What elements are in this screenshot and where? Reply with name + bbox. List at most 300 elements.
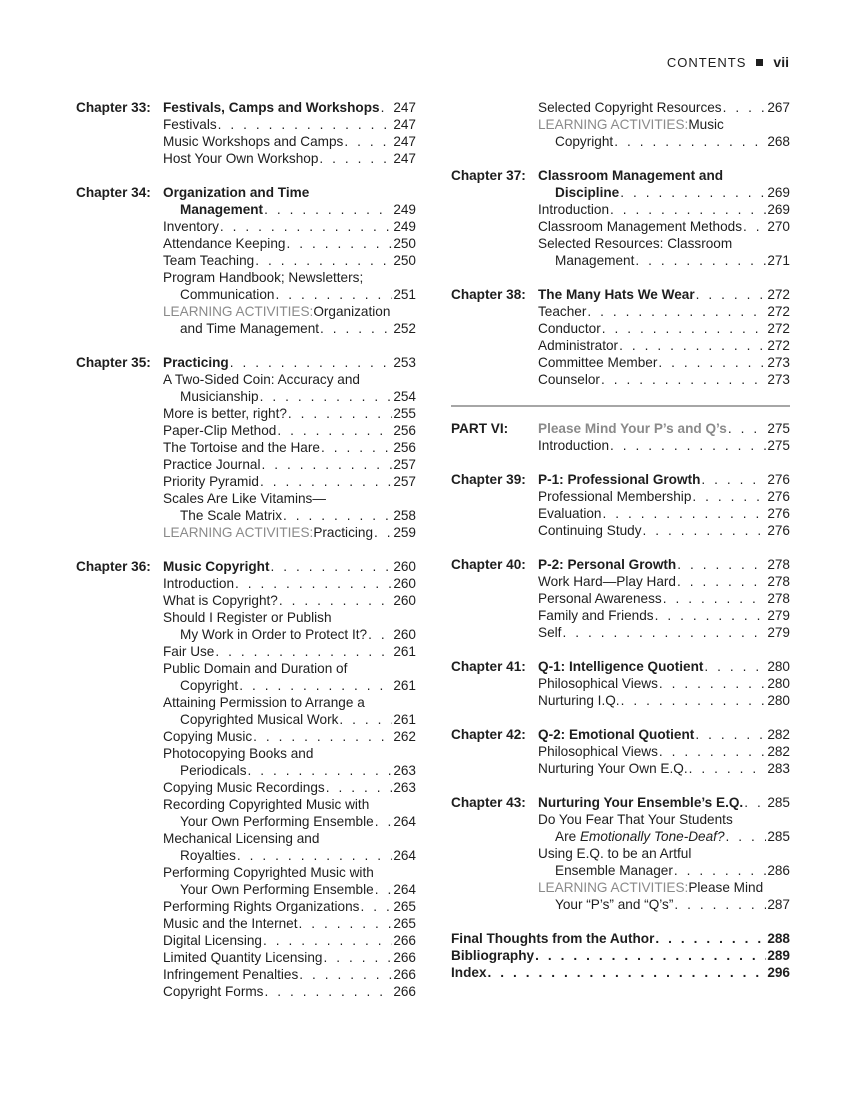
dot-leader [255, 252, 392, 269]
chapter-entries [538, 420, 790, 454]
dot-leader [663, 590, 767, 607]
toc-entry-text: Selected Resources: Classroom [538, 236, 733, 251]
toc-entry[interactable] [163, 609, 416, 643]
toc-entry[interactable] [538, 573, 790, 590]
toc-entry-line [163, 405, 416, 422]
toc-entry-line [163, 456, 416, 473]
toc-entry[interactable] [538, 760, 790, 777]
toc-chapter [76, 558, 416, 1000]
toc-entry[interactable] [538, 726, 790, 743]
toc-entry-text: P-2: Personal Growth [538, 557, 677, 572]
toc-page-number: 279 [767, 625, 790, 640]
toc-entry[interactable] [163, 371, 416, 405]
toc-entry-text: Organization [313, 304, 391, 319]
toc-page-number: 265 [393, 916, 416, 931]
toc-entry-line [163, 779, 416, 796]
toc-entry-line [163, 796, 416, 813]
toc-entry[interactable] [538, 286, 790, 303]
toc-entry-line [538, 624, 790, 641]
toc-entry-text: My Work in Order to Protect It? [180, 627, 368, 642]
dot-leader [655, 930, 766, 947]
toc-entry-text: Organization and Time [163, 185, 310, 200]
chapter-label [451, 99, 538, 150]
toc-entry[interactable] [163, 898, 416, 915]
toc-entry-text: The Tortoise and the Hare [163, 440, 320, 455]
toc-entry[interactable] [163, 575, 416, 592]
toc-entry-line [163, 626, 416, 643]
toc-entry-line [163, 694, 416, 711]
toc-entry[interactable] [538, 116, 790, 150]
toc-entry-text: Infringement Penalties [163, 967, 299, 982]
toc-entry[interactable] [538, 556, 790, 573]
toc-page-number: 257 [393, 474, 416, 489]
toc-entry[interactable] [538, 235, 790, 269]
toc-entry-line [538, 522, 790, 539]
toc-page-number: 273 [767, 355, 790, 370]
toc-entry[interactable] [163, 490, 416, 524]
toc-chapter [76, 99, 416, 167]
toc-entry-text: Please Mind Your P’s and Q’s [538, 421, 727, 436]
toc-entry-line [163, 949, 416, 966]
toc-entry-line [163, 133, 416, 150]
toc-entry-text: What is Copyright? [163, 593, 278, 608]
toc-entry[interactable] [163, 184, 416, 218]
toc-entry-text: Copying Music [163, 729, 253, 744]
toc-entry[interactable] [163, 660, 416, 694]
part-divider [451, 405, 790, 407]
toc-entry-text: Counselor [538, 372, 600, 387]
toc-entry-line [163, 898, 416, 915]
toc-page-number: 263 [393, 780, 416, 795]
toc-page-number: 266 [393, 933, 416, 948]
toc-entry-text: Your Own Performing Ensemble [180, 882, 374, 897]
toc-entry-line [538, 488, 790, 505]
toc-entry[interactable] [163, 558, 416, 575]
toc-page-number: 266 [393, 984, 416, 999]
toc-entry-text: Your “P’s” and “Q’s” [555, 897, 674, 912]
toc-entry-line [163, 847, 416, 864]
toc-page-number: 256 [393, 440, 416, 455]
toc-page-number: 266 [393, 967, 416, 982]
toc-entry[interactable] [538, 794, 790, 811]
toc-entry-line [163, 932, 416, 949]
toc-page-number: 280 [767, 693, 790, 708]
toc-entry[interactable] [163, 354, 416, 371]
toc-page-number: 247 [393, 100, 416, 115]
toc-entry[interactable] [163, 99, 416, 116]
running-head [667, 54, 789, 70]
toc-entry[interactable] [163, 864, 416, 898]
toc-entry[interactable] [163, 269, 416, 303]
toc-page-number: 276 [767, 523, 790, 538]
toc-chapter [451, 794, 790, 913]
toc-entry-line [163, 422, 416, 439]
toc-entry[interactable] [163, 966, 416, 983]
toc-entry-line [163, 150, 416, 167]
toc-entry-line [538, 675, 790, 692]
toc-entry-text: Classroom Management and [538, 168, 724, 183]
toc-entry[interactable] [163, 694, 416, 728]
toc-entry-line [163, 728, 416, 745]
toc-entry-line [163, 524, 416, 541]
toc-entry[interactable] [538, 167, 790, 201]
dot-leader [689, 760, 767, 777]
toc-page-number: 286 [767, 863, 790, 878]
chapter-label: Chapter 36: [76, 559, 151, 574]
learning-activities-label: LEARNING ACTIVITIES: [538, 880, 689, 895]
toc-entry-text: Copyright Forms [163, 984, 264, 999]
toc-entry[interactable] [538, 371, 790, 388]
dot-leader [320, 320, 392, 337]
dot-leader [381, 99, 393, 116]
toc-page-number: 257 [393, 457, 416, 472]
dot-leader [643, 522, 767, 539]
toc-entry-line [163, 592, 416, 609]
toc-page-number: 264 [393, 814, 416, 829]
dot-leader [619, 337, 766, 354]
toc-page-number: 287 [767, 897, 790, 912]
toc-page-number: 278 [767, 557, 790, 572]
toc-page-number: 280 [767, 659, 790, 674]
toc-entry[interactable] [163, 303, 416, 337]
toc-entry-text: Family and Friends [538, 608, 654, 623]
toc-entry[interactable] [163, 983, 416, 1000]
toc-entry-text: Attendance Keeping [163, 236, 286, 251]
toc-chapter [451, 167, 790, 269]
toc-entry[interactable] [163, 915, 416, 932]
toc-entry[interactable] [538, 607, 790, 624]
back-matter [451, 930, 790, 981]
toc-entry[interactable] [538, 675, 790, 692]
dot-leader [602, 505, 766, 522]
back-matter-entry[interactable] [451, 964, 790, 981]
toc-page-number: 275 [767, 421, 790, 436]
toc-entry-text: Practicing [313, 525, 374, 540]
toc-entry[interactable] [538, 420, 790, 437]
toc-entry-text: Q-2: Emotional Quotient [538, 727, 695, 742]
toc-entry[interactable] [538, 845, 790, 879]
toc-entry-line [538, 471, 790, 488]
toc-page-number: 276 [767, 489, 790, 504]
dot-leader [375, 881, 393, 898]
toc-entry-text: Self [538, 625, 562, 640]
toc-page-number: 247 [393, 151, 416, 166]
toc-entry[interactable] [538, 354, 790, 371]
toc-page-number: 273 [767, 372, 790, 387]
toc-entry-line [538, 133, 790, 150]
toc-entry-line [163, 184, 416, 201]
toc-entry-line [538, 437, 790, 454]
toc-entry[interactable] [163, 728, 416, 745]
toc-entry[interactable] [163, 422, 416, 439]
toc-entry[interactable] [163, 218, 416, 235]
chapter-label: Chapter 40: [451, 557, 526, 572]
toc-entry-text: Nurturing Your Ensemble’s E.Q. [538, 795, 744, 810]
dot-leader [321, 439, 392, 456]
toc-entry-text: Philosophical Views [538, 676, 658, 691]
toc-page-number: 260 [393, 627, 416, 642]
dot-leader [260, 473, 392, 490]
toc-entry-text: Limited Quantity Licensing [163, 950, 323, 965]
toc-entry-line [163, 303, 416, 320]
toc-entry-line [163, 116, 416, 133]
toc-entry[interactable] [163, 473, 416, 490]
toc-entry-line [163, 371, 416, 388]
chapter-entries [163, 354, 416, 541]
toc-page-number: 269 [767, 202, 790, 217]
toc-entry[interactable] [538, 437, 790, 454]
toc-entry-line [163, 983, 416, 1000]
toc-chapter [451, 556, 790, 641]
toc-entry[interactable] [163, 932, 416, 949]
toc-page-number: 260 [393, 559, 416, 574]
toc-entry-text: Please Mind [688, 880, 764, 895]
toc-entry[interactable] [163, 524, 416, 541]
toc-entry-line [163, 677, 416, 694]
toc-entry-text: Ensemble Manager [555, 863, 673, 878]
toc-entry[interactable] [163, 796, 416, 830]
toc-entry[interactable] [538, 522, 790, 539]
dot-leader [695, 726, 766, 743]
dot-leader [368, 626, 392, 643]
toc-chapter [451, 99, 790, 150]
toc-entry[interactable] [538, 811, 790, 845]
toc-entry-line [538, 235, 790, 252]
toc-entry[interactable] [538, 590, 790, 607]
toc-entry[interactable] [538, 879, 790, 913]
toc-entry[interactable] [538, 99, 790, 116]
toc-entry[interactable] [163, 252, 416, 269]
toc-page-number: 268 [767, 134, 790, 149]
dot-leader [339, 711, 392, 728]
toc-page-number: 264 [393, 882, 416, 897]
toc-page-number: 288 [767, 931, 790, 946]
toc-entry-text: The Scale Matrix [180, 508, 282, 523]
toc-entry-line [538, 354, 790, 371]
toc-entry[interactable] [163, 235, 416, 252]
dot-leader [230, 354, 393, 371]
toc-entry-text: Festivals, Camps and Workshops [163, 100, 380, 115]
toc-entry[interactable] [163, 643, 416, 660]
toc-entry-text: Discipline [555, 185, 620, 200]
toc-entry-text: Paper-Clip Method [163, 423, 277, 438]
toc-page-number: 280 [767, 676, 790, 691]
toc-entry-line [163, 762, 416, 779]
toc-entry-text: and Time Management [180, 321, 320, 336]
toc-entry[interactable] [163, 456, 416, 473]
toc-page-number: 250 [393, 236, 416, 251]
toc-page-number: 272 [767, 321, 790, 336]
toc-entry-line [538, 218, 790, 235]
toc-entry-line [163, 966, 416, 983]
toc-entry[interactable] [163, 133, 416, 150]
toc-entry-line [163, 660, 416, 677]
toc-entry[interactable] [163, 745, 416, 779]
toc-entry-text: Communication [180, 287, 275, 302]
toc-part [451, 420, 790, 454]
toc-entry-line [538, 607, 790, 624]
toc-entry-line [163, 915, 416, 932]
toc-entry-text: Attaining Permission to Arrange a [163, 695, 365, 710]
toc-entry[interactable] [163, 949, 416, 966]
toc-entry-text: Scales Are Like Vitamins— [163, 491, 326, 506]
dot-leader [659, 743, 766, 760]
toc-entry[interactable] [538, 658, 790, 675]
toc-entry-line [538, 896, 790, 913]
toc-entry[interactable] [163, 439, 416, 456]
toc-page-number: 278 [767, 574, 790, 589]
toc-page-number: 255 [393, 406, 416, 421]
toc-page-number: 272 [767, 287, 790, 302]
toc-entry-text: Music Copyright [163, 559, 270, 574]
toc-entry[interactable] [163, 592, 416, 609]
toc-entry-text: Selected Copyright Resources [538, 100, 722, 115]
toc-entry-line [538, 252, 790, 269]
toc-entry[interactable] [538, 337, 790, 354]
toc-entry-text: Introduction [538, 202, 610, 217]
learning-activities-label: LEARNING ACTIVITIES: [538, 117, 689, 132]
toc-page-number: 279 [767, 608, 790, 623]
toc-entry-text: Classroom Management Methods [538, 219, 742, 234]
dot-leader [275, 286, 392, 303]
toc-entry-line [538, 879, 790, 896]
toc-entry[interactable] [538, 471, 790, 488]
dot-leader [326, 779, 393, 796]
toc-chapter [451, 726, 790, 777]
dot-leader [374, 524, 392, 541]
toc-entry[interactable] [163, 830, 416, 864]
back-matter-entry[interactable] [451, 947, 790, 964]
chapter-label: Chapter 39: [451, 472, 526, 487]
dot-leader [323, 949, 392, 966]
dot-leader [655, 607, 767, 624]
toc-page-number: 266 [393, 950, 416, 965]
toc-entry[interactable] [538, 743, 790, 760]
toc-entry-line [163, 218, 416, 235]
toc-entry-line [538, 505, 790, 522]
dot-leader [610, 201, 766, 218]
toc-page-number: 269 [767, 185, 790, 200]
toc-entry-text: Performing Copyrighted Music with [163, 865, 374, 880]
toc-chapter [451, 658, 790, 709]
chapter-label: Chapter 33: [76, 100, 151, 115]
toc-entry-text: Practice Journal [163, 457, 261, 472]
toc-entry-text: Digital Licensing [163, 933, 262, 948]
dot-leader [279, 592, 392, 609]
dot-leader [674, 896, 766, 913]
toc-entry[interactable] [538, 201, 790, 218]
dot-leader [218, 116, 393, 133]
back-matter-title: Bibliography [451, 948, 535, 963]
toc-chapter [451, 471, 790, 539]
toc-entry-line [538, 573, 790, 590]
toc-entry-text: Royalties [180, 848, 236, 863]
dot-leader [261, 456, 392, 473]
toc-entry-text: Professional Membership [538, 489, 692, 504]
toc-entry-text: A Two-Sided Coin: Accuracy and [163, 372, 360, 387]
chapter-entries [538, 99, 790, 150]
toc-page-number: 261 [393, 712, 416, 727]
chapter-label: Chapter 42: [451, 727, 526, 742]
toc-page-number: 261 [393, 644, 416, 659]
toc-entry-line [163, 320, 416, 337]
toc-entry[interactable] [538, 692, 790, 709]
toc-entry-line [163, 99, 416, 116]
toc-entry-text: Should I Register or Publish [163, 610, 332, 625]
dot-leader [535, 947, 766, 964]
toc-entry-text: Management [555, 253, 635, 268]
toc-page-number: 276 [767, 506, 790, 521]
toc-entry[interactable] [163, 405, 416, 422]
toc-entry-line [163, 711, 416, 728]
toc-entry-line [538, 845, 790, 862]
toc-page-number: 251 [393, 287, 416, 302]
chapter-label: Chapter 43: [451, 795, 526, 810]
toc-entry-line [538, 167, 790, 184]
toc-page-number: 285 [767, 829, 790, 844]
toc-entry-text: Copyright [180, 678, 239, 693]
toc-entry-text: Periodicals [180, 763, 247, 778]
toc-entry-line [538, 286, 790, 303]
dot-leader [264, 201, 392, 218]
toc-entry-text: Work Hard—Play Hard [538, 574, 676, 589]
toc-page-number: 278 [767, 591, 790, 606]
toc-entry[interactable] [163, 150, 416, 167]
dot-leader [299, 915, 393, 932]
toc-page-number: 276 [767, 472, 790, 487]
dot-leader [743, 218, 766, 235]
toc-page-number: 256 [393, 423, 416, 438]
toc-entry[interactable] [538, 320, 790, 337]
dot-leader [728, 420, 766, 437]
dot-leader [237, 847, 392, 864]
toc-entry-line [163, 558, 416, 575]
dot-leader [360, 898, 392, 915]
dot-leader [659, 675, 766, 692]
toc-entry[interactable] [538, 303, 790, 320]
toc-entry[interactable] [538, 218, 790, 235]
toc-entry[interactable] [538, 505, 790, 522]
chapter-label: Chapter 35: [76, 355, 151, 370]
toc-entry[interactable] [538, 624, 790, 641]
toc-entry-line [163, 490, 416, 507]
toc-entry[interactable] [163, 116, 416, 133]
toc-entry-text: Music Workshops and Camps [163, 134, 344, 149]
toc-page-number: 259 [393, 525, 416, 540]
dot-leader [692, 488, 766, 505]
chapter-entries [538, 658, 790, 709]
dot-leader [264, 983, 392, 1000]
toc-entry-line [538, 320, 790, 337]
toc-entry[interactable] [538, 488, 790, 505]
toc-right-column [451, 99, 790, 981]
toc-entry-line [538, 811, 790, 828]
dot-leader [375, 813, 393, 830]
dot-leader [283, 507, 392, 524]
toc-entry-line [538, 726, 790, 743]
toc-page-number: 249 [393, 219, 416, 234]
back-matter-title: Final Thoughts from the Author [451, 931, 655, 946]
toc-entry-line [163, 354, 416, 371]
toc-entry[interactable] [163, 779, 416, 796]
toc-entry-text: Host Your Own Workshop [163, 151, 319, 166]
dot-leader [744, 794, 766, 811]
section-title: CONTENTS [666, 54, 747, 70]
back-matter-entry[interactable] [451, 930, 790, 947]
toc-page-number: 263 [393, 763, 416, 778]
chapter-label: Chapter 34: [76, 185, 151, 200]
toc-page-number: 282 [767, 727, 790, 742]
